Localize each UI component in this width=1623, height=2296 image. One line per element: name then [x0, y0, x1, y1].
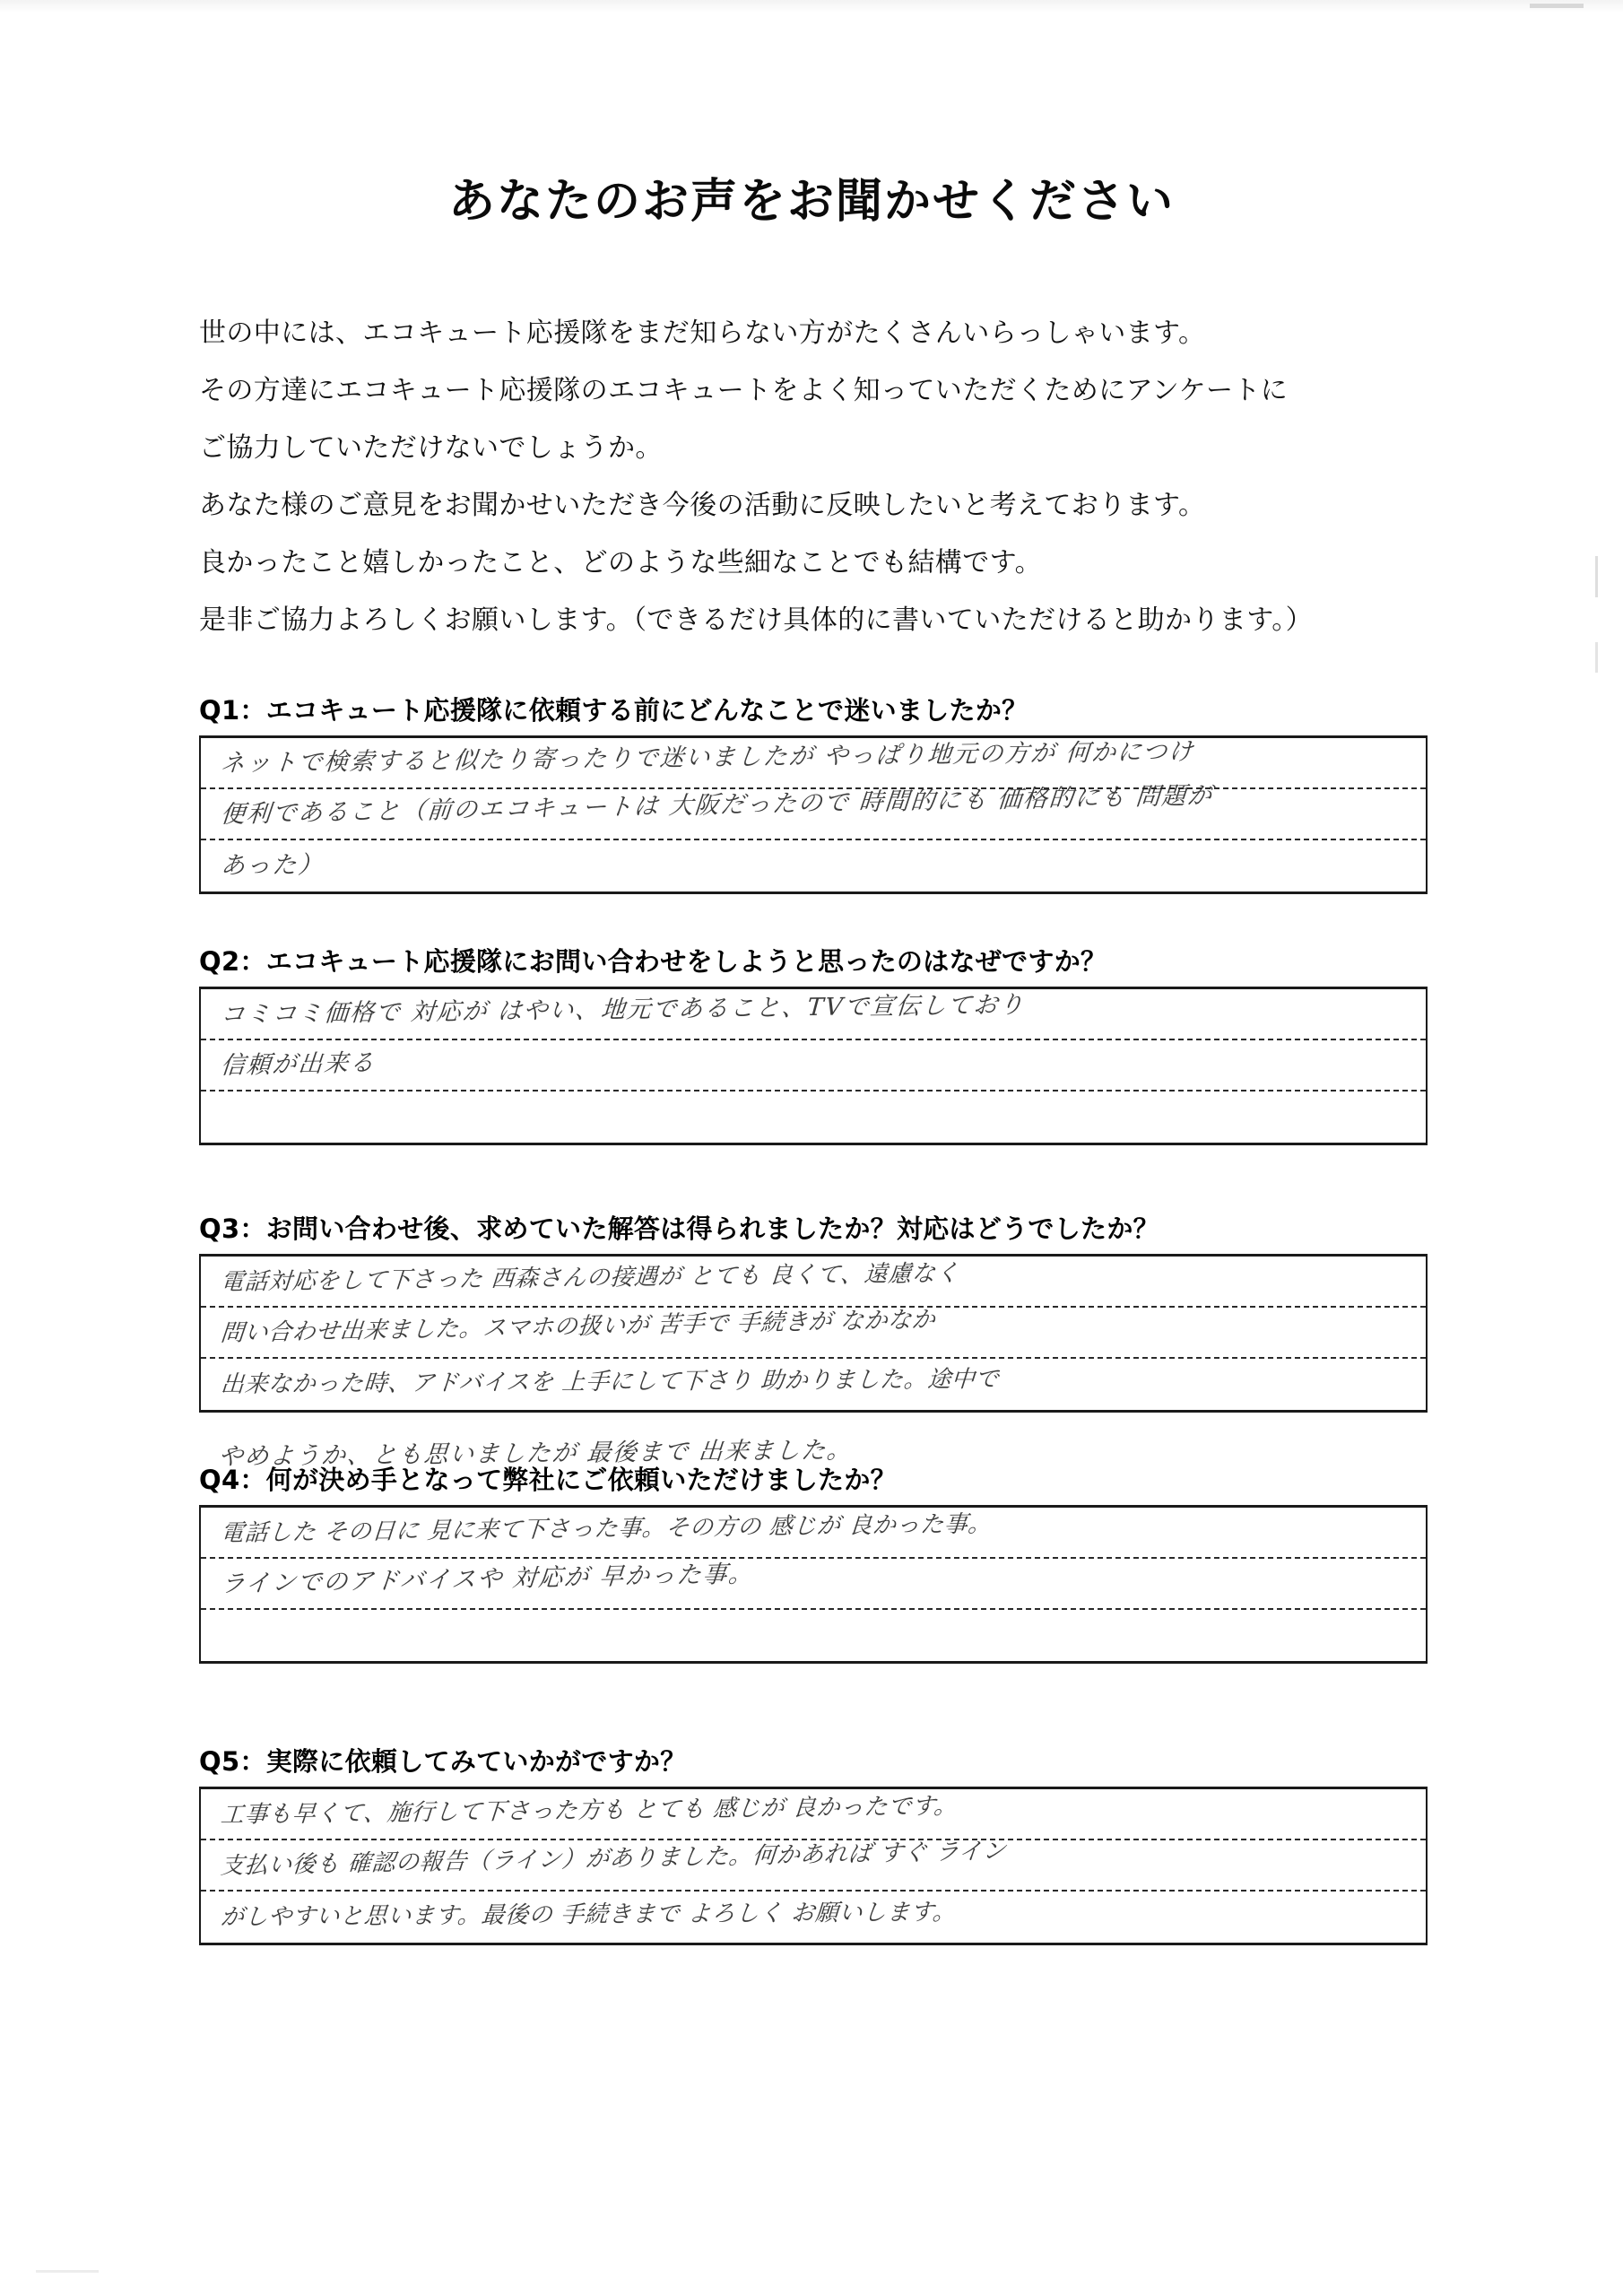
intro-line: 是非ご協力よろしくお願いします。（できるだけ具体的に書いていただけると助かります。）	[199, 604, 1313, 636]
handwritten-answer-line: あった）	[220, 851, 325, 881]
scan-artifact-right-upper	[1595, 556, 1598, 597]
question-block-q3	[199, 1209, 1428, 1413]
handwritten-overflow-line-q3: やめようか、とも思いましたが 最後まで 出来ました。	[217, 1436, 854, 1472]
page-title: あなたのお声をお聞かせください	[447, 175, 1175, 229]
handwritten-answer-line: 信頼が出来る	[219, 1048, 378, 1081]
question-block-q2	[199, 942, 1428, 1145]
scan-artifact-right-lower	[1595, 642, 1598, 673]
question-block-q1	[199, 691, 1428, 894]
handwritten-answer-line: コミコミ価格で 対応が はやい、地元であること、TVで宣伝しており	[219, 991, 1027, 1030]
scan-artifact-bottom-left	[36, 2270, 99, 2273]
answer-row	[201, 1091, 1426, 1143]
question-label-q1: Q1：エコキュート応援隊に依頼する前にどんなことで迷いましたか？	[199, 695, 1028, 726]
handwritten-answer-line: 工事も早くて、施行して下さった方も とても 感じが 良かったです。	[219, 1792, 959, 1830]
intro-line: その方達にエコキュート応援隊のエコキュートをよく知っていただくためにアンケートに	[199, 375, 1289, 406]
question-block-q4	[199, 1460, 1428, 1664]
question-label-q5: Q5：実際に依頼してみていかがですか？	[199, 1746, 687, 1777]
answer-box-q1[interactable]	[199, 735, 1428, 894]
answer-row	[201, 840, 1426, 891]
question-label-q4: Q4：何が決め手となって弊社にご依頼いただけましたか？	[199, 1465, 897, 1495]
answer-box-q3[interactable]	[199, 1254, 1428, 1413]
handwritten-answer-line: ラインでのアドバイスや 対応が 早かった事。	[219, 1560, 756, 1599]
question-label-q3: Q3：お問い合わせ後、求めていた解答は得られましたか？対応はどうでしたか？	[199, 1213, 1159, 1244]
answer-row	[201, 1359, 1426, 1410]
handwritten-answer-line: 電話対応をして下さった 西森さんの接遇が とても 良くて、遠慮なく	[219, 1259, 961, 1297]
answer-row	[201, 1840, 1426, 1892]
intro-paragraph	[199, 305, 1454, 649]
answer-box-q4[interactable]	[199, 1505, 1428, 1664]
handwritten-answer-line: 支払い後も 確認の報告（ライン）がありました。何かあれば すぐ ライン	[219, 1838, 1008, 1881]
answer-row	[201, 1892, 1426, 1943]
handwritten-answer-line: 出来なかった時、アドバイスを 上手にして下さり 助かりました。途中で	[220, 1365, 1001, 1399]
answer-row	[201, 1308, 1426, 1359]
intro-line: ご協力していただけないでしょうか。	[199, 432, 663, 464]
answer-row	[201, 1040, 1426, 1091]
answer-row	[201, 1610, 1426, 1661]
question-block-q5	[199, 1742, 1428, 1945]
answer-row	[201, 781, 1426, 840]
intro-line: あなた様のご意見をお聞かせいただき今後の活動に反映したいと考えております。	[199, 490, 1206, 521]
answer-box-q5[interactable]	[199, 1787, 1428, 1945]
intro-line: 世の中には、エコキュート応援隊をまだ知らない方がたくさんいらっしゃいます。	[199, 317, 1206, 349]
answer-row	[201, 1559, 1426, 1610]
scan-artifact-top-right	[1530, 4, 1584, 8]
handwritten-answer-line: 問い合わせ出来ました。スマホの扱いが 苦手で 手続きが なかなか	[219, 1306, 937, 1348]
handwritten-answer-line: がしやすいと思います。最後の 手続きまで よろしく お願いします。	[220, 1899, 958, 1932]
handwritten-answer-line: 便利であること（前のエコキュートは 大阪だったので 時間的にも 価格的にも 問題が	[219, 781, 1215, 830]
intro-line: 良かったこと嬉しかったこと、どのような些細なことでも結構です。	[199, 547, 1042, 578]
handwritten-answer-line: 電話した その日に 見に来て下さった事。その方の 感じが 良かった事。	[219, 1510, 994, 1548]
answer-box-q2[interactable]	[199, 987, 1428, 1145]
scan-edge-artifact	[0, 0, 1623, 13]
question-label-q2: Q2：エコキュート応援隊にお問い合わせをしようと思ったのはなぜですか？	[199, 946, 1107, 977]
handwritten-answer-line: ネットで検索すると似たり寄ったりで迷いましたが やっぱり地元の方が 何かにつけ	[219, 737, 1195, 778]
